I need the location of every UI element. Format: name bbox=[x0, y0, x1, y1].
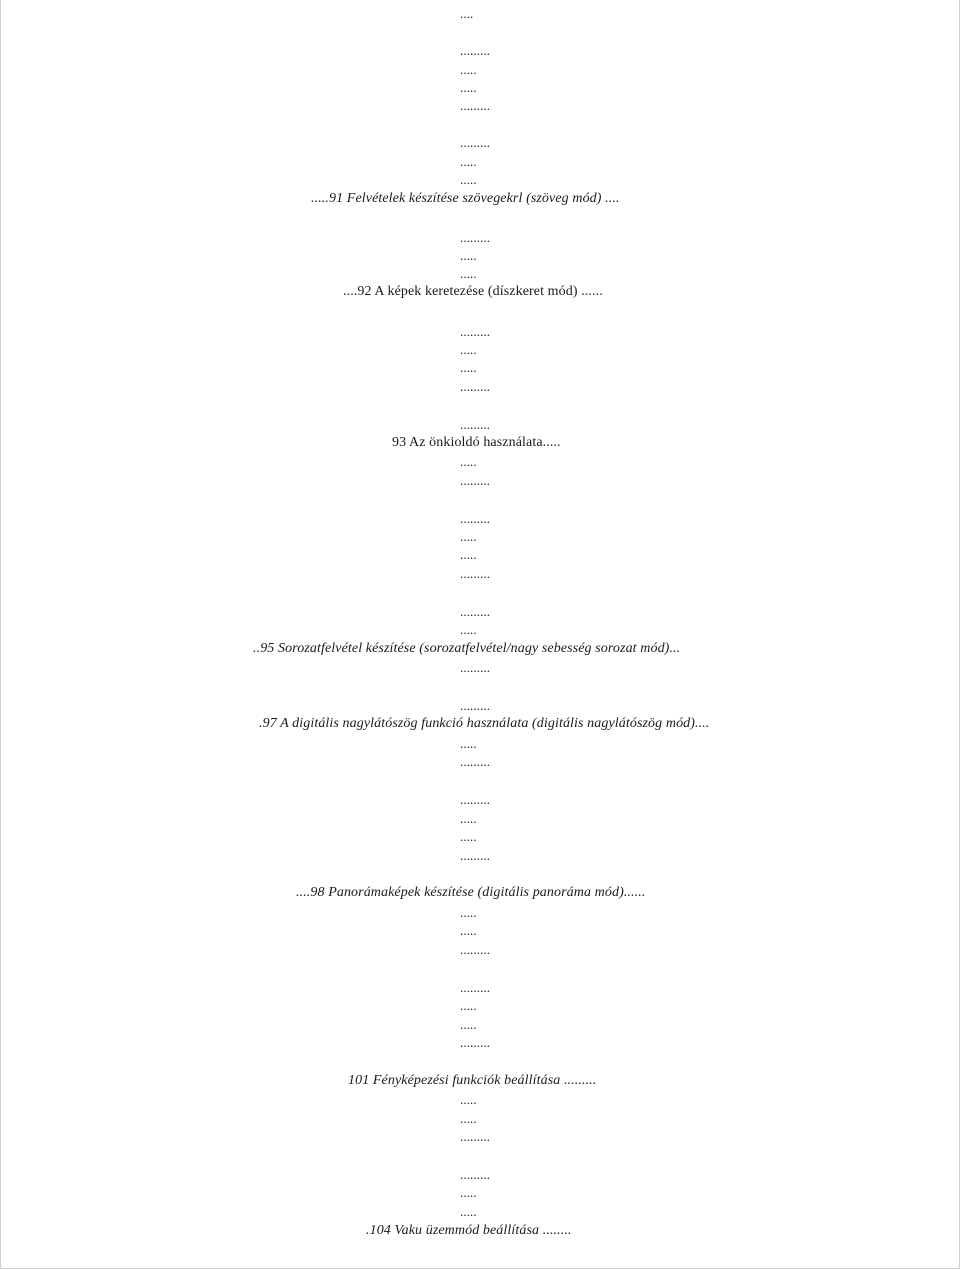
dot-leader: ......... bbox=[460, 230, 491, 245]
dot-leader: ..... bbox=[460, 736, 477, 751]
dot-leader: ..... bbox=[460, 360, 477, 375]
dot-leader: .... bbox=[460, 6, 474, 21]
dot-leader: ......... bbox=[460, 417, 491, 432]
toc-entry-98[interactable]: ....98 Panorámaképek készítése (digitális panoráma mód)...... bbox=[296, 885, 646, 900]
dot-leader: ..... bbox=[460, 80, 477, 95]
dot-leader: ..... bbox=[460, 266, 477, 281]
dot-leader: ..... bbox=[460, 248, 477, 263]
dot-leader: ......... bbox=[460, 1035, 491, 1050]
dot-leader: ......... bbox=[460, 1167, 491, 1182]
toc-entry-92[interactable]: ....92 A képek keretezése (díszkeret mód) ...... bbox=[343, 284, 603, 299]
toc-entry-93[interactable]: 93 Az önkioldó használata..... bbox=[392, 435, 561, 450]
dot-leader: ......... bbox=[460, 754, 491, 769]
dot-leader: ......... bbox=[460, 43, 491, 58]
dot-leader: ..... bbox=[460, 811, 477, 826]
dot-leader: ..... bbox=[460, 172, 477, 187]
dot-leader: ..... bbox=[460, 829, 477, 844]
dot-leader: ......... bbox=[460, 1129, 491, 1144]
dot-leader: ......... bbox=[460, 98, 491, 113]
dot-leader: ..... bbox=[460, 1017, 477, 1032]
toc-entry-95[interactable]: ..95 Sorozatfelvétel készítése (sorozatfelvétel/nagy sebesség sorozat mód)... bbox=[253, 641, 681, 656]
dot-leader: ......... bbox=[460, 848, 491, 863]
toc-entry-104[interactable]: .104 Vaku üzemmód beállítása ........ bbox=[366, 1223, 572, 1238]
dot-leader: ..... bbox=[460, 998, 477, 1013]
dot-leader: ..... bbox=[460, 154, 477, 169]
dot-leader: ......... bbox=[460, 792, 491, 807]
toc-entry-97[interactable]: .97 A digitális nagylátószög funkció használata (digitális nagylátószög mód).... bbox=[259, 716, 710, 731]
dot-leader: ..... bbox=[460, 547, 477, 562]
dot-leader: ......... bbox=[460, 980, 491, 995]
dot-leader: ......... bbox=[460, 566, 491, 581]
dot-leader: ..... bbox=[460, 454, 477, 469]
dot-leader: ......... bbox=[460, 604, 491, 619]
dot-leader: ......... bbox=[460, 942, 491, 957]
dot-leader: ......... bbox=[460, 473, 491, 488]
dot-leader: ......... bbox=[460, 660, 491, 675]
dot-leader: ..... bbox=[460, 1185, 477, 1200]
dot-leader: ..... bbox=[460, 62, 477, 77]
dot-leader: ..... bbox=[460, 1204, 477, 1219]
dot-leader: ..... bbox=[460, 529, 477, 544]
dot-leader: ..... bbox=[460, 905, 477, 920]
dot-leader: ......... bbox=[460, 135, 491, 150]
dot-leader: ..... bbox=[460, 923, 477, 938]
dot-leader: ..... bbox=[460, 622, 477, 637]
dot-leader: ..... bbox=[460, 342, 477, 357]
dot-leader: ......... bbox=[460, 379, 491, 394]
dot-leader: ......... bbox=[460, 511, 491, 526]
dot-leader: ..... bbox=[460, 1111, 477, 1126]
toc-entry-101[interactable]: 101 Fényképezési funkciók beállítása ......... bbox=[348, 1073, 597, 1088]
dot-leader: ..... bbox=[460, 1092, 477, 1107]
dot-leader: ......... bbox=[460, 698, 491, 713]
toc-entry-91[interactable]: .....91 Felvételek készítése szövegekrl (szöveg mód) .... bbox=[311, 191, 620, 206]
dot-leader: ......... bbox=[460, 324, 491, 339]
